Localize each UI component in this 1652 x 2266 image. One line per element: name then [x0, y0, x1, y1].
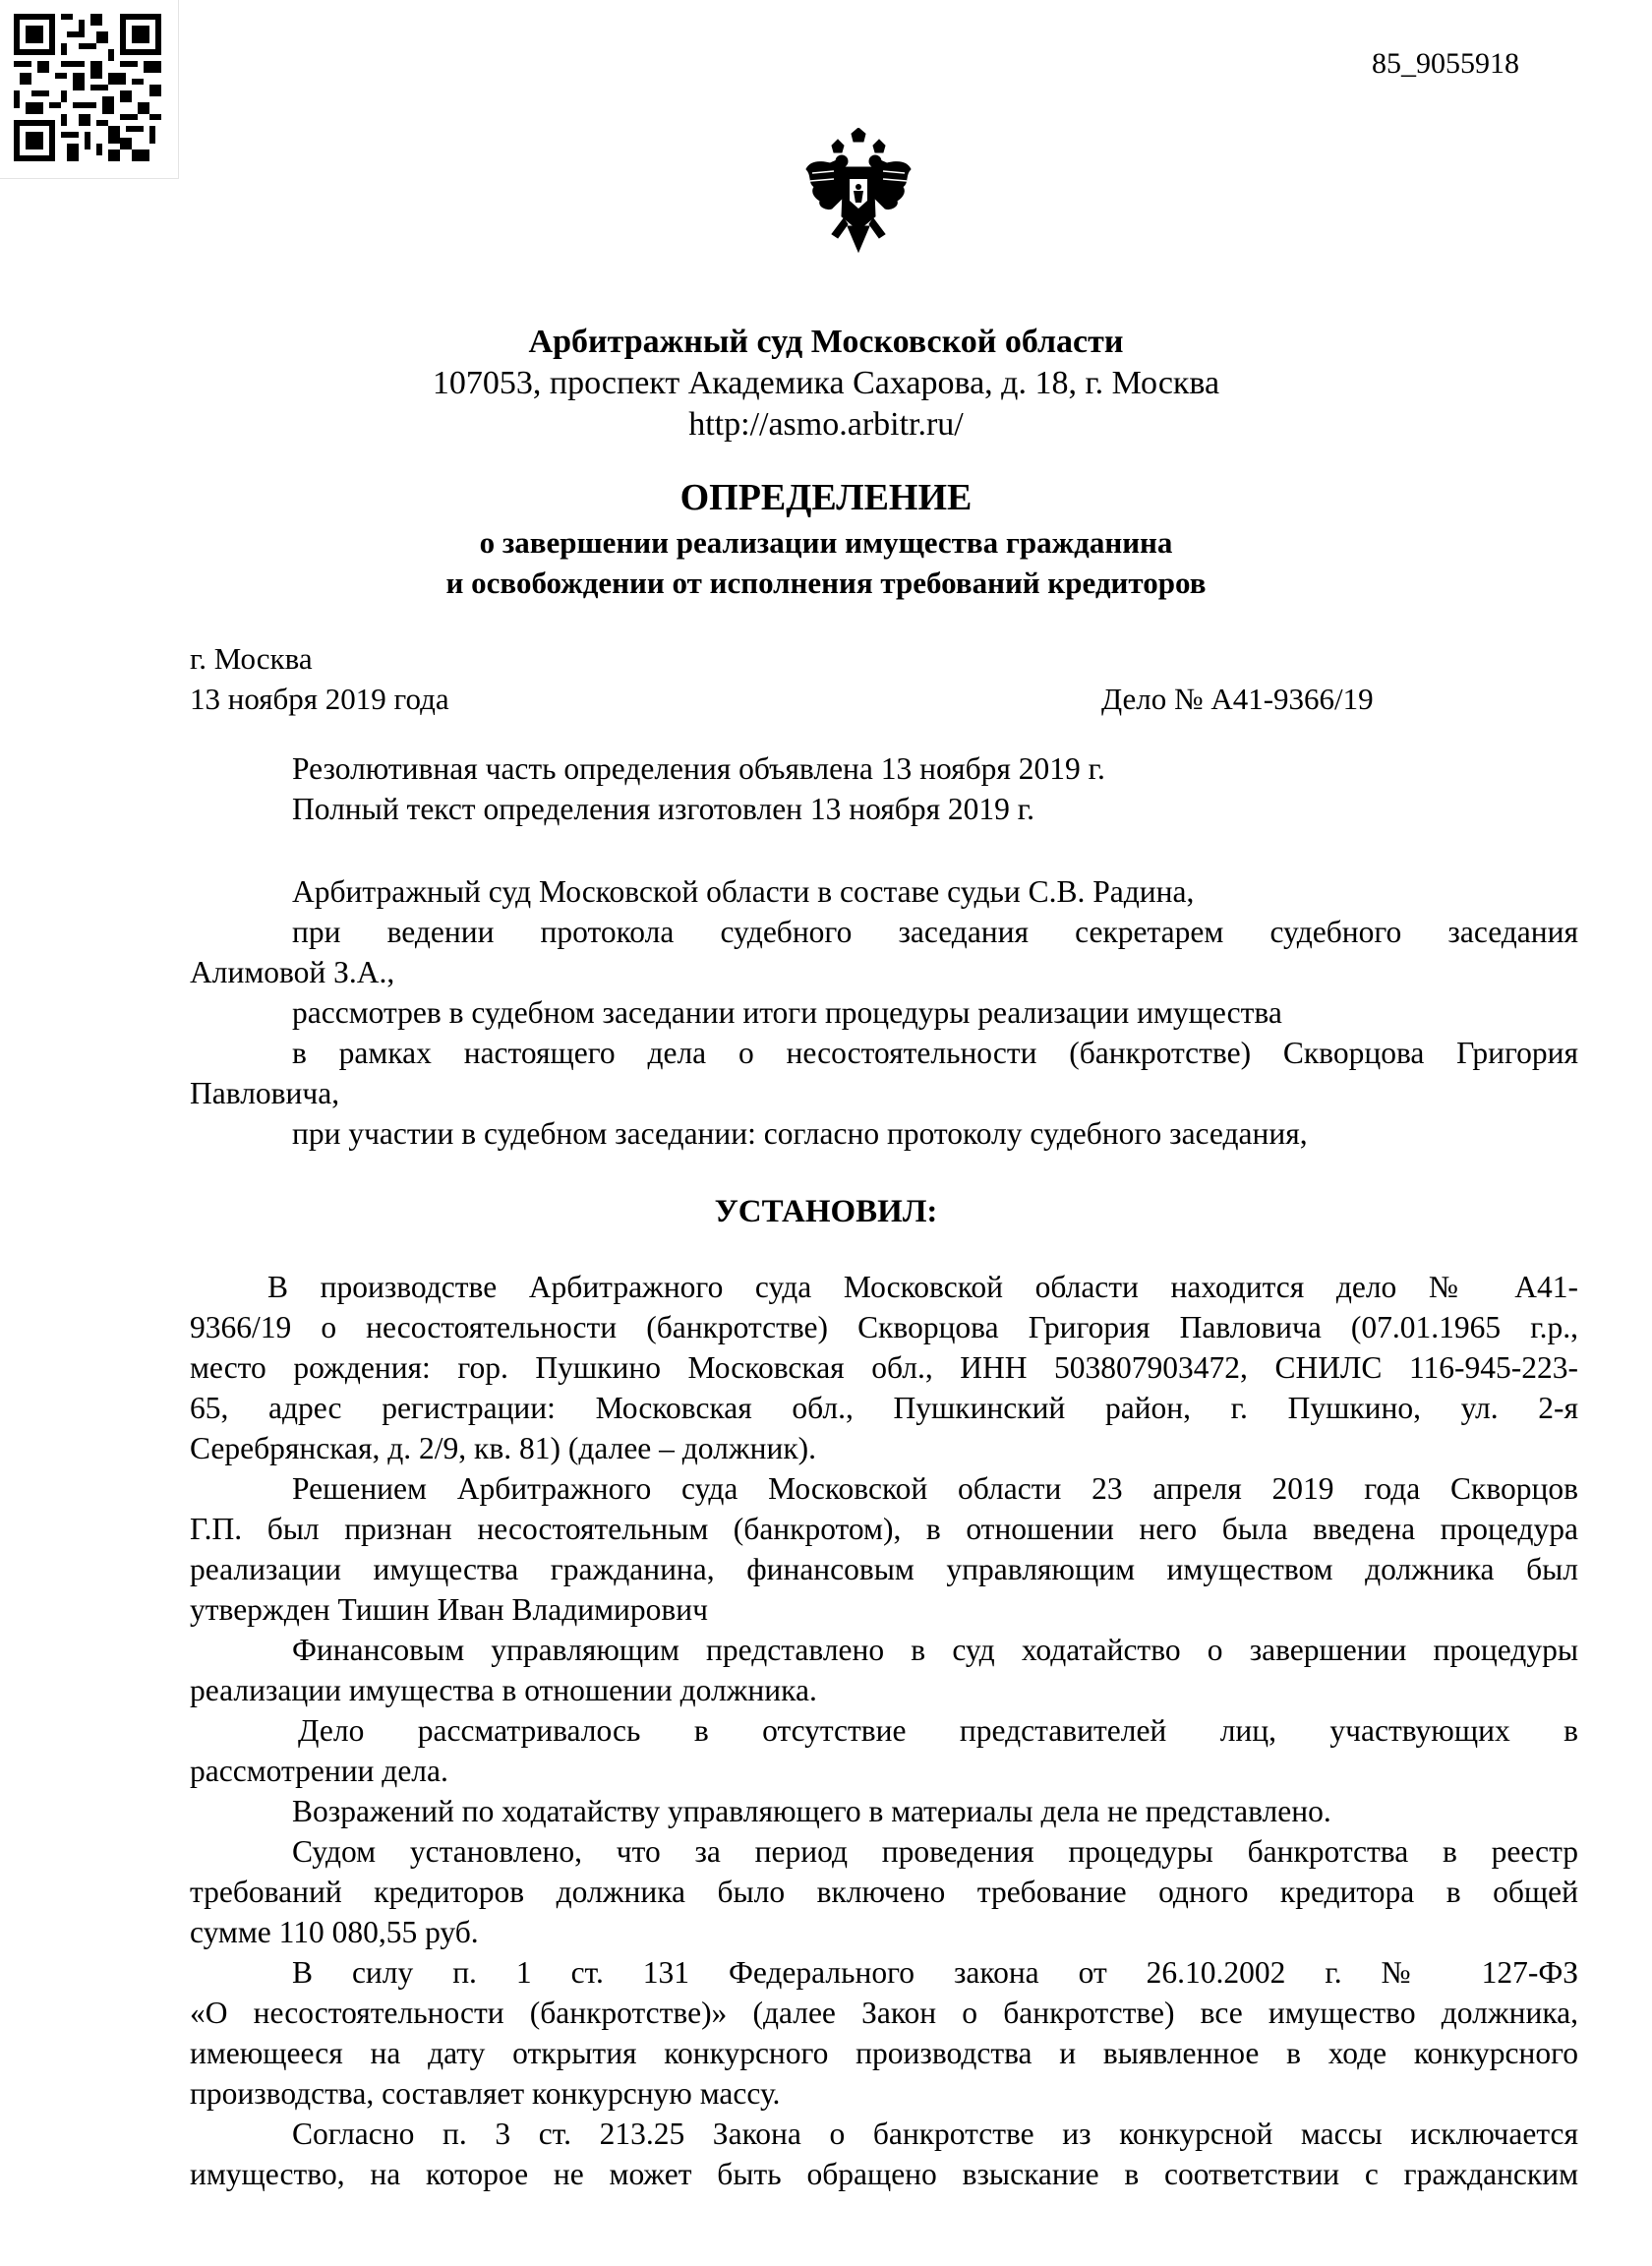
court-address: 107053, проспект Академика Сахарова, д. 18, г. Москва	[432, 365, 1220, 401]
text-line: Возражений по ходатайству управляющего в материалы дела не представлено.	[292, 1794, 1331, 1828]
court-name: Арбитражный суд Московской области	[528, 324, 1124, 360]
text-line: место рождения: гор. Пушкино Московская обл., ИНН 503807903472, СНИЛС 116-945-223-	[190, 1350, 1578, 1385]
decision-date: 13 ноября 2019 года	[190, 682, 449, 716]
text-line: «О несостоятельности (банкротстве)» (далее Закон о банкротстве) все имущество должника,	[190, 1996, 1578, 2030]
text-line: требований кредиторов должника было включено требование одного кредитора в общей	[190, 1875, 1578, 1909]
text-line: имеющееся на дату открытия конкурсного производства и выявленное в ходе конкурсного	[190, 2036, 1578, 2070]
text-line: 65, адрес регистрации: Московская обл., Пушкинский район, г. Пушкино, ул. 2-я	[190, 1391, 1578, 1425]
text-line: рассмотрении дела.	[190, 1754, 448, 1788]
text-line: Решением Арбитражного суда Московской области 23 апреля 2019 года Скворцов	[292, 1471, 1578, 1506]
qr-code-icon	[14, 14, 161, 161]
text-line: при участии в судебном заседании: согласно протоколу судебного заседания,	[292, 1116, 1308, 1151]
text-line: 9366/19 о несостоятельности (банкротстве) Скворцова Григория Павловича (07.01.1965 г.р.,	[190, 1310, 1578, 1344]
text-line: В производстве Арбитражного суда Московской области находится дело № А41-	[267, 1270, 1578, 1304]
text-line: Финансовым управляющим представлено в суд ходатайство о завершении процедуры	[292, 1633, 1578, 1667]
text-line: сумме 110 080,55 руб.	[190, 1915, 479, 1949]
text-line: Судом установлено, что за период проведения процедуры банкротства в реестр	[292, 1834, 1578, 1869]
document-subtitle: и освобождении от исполнения требований кредиторов	[445, 566, 1207, 600]
case-number: Дело № А41-9366/19	[1101, 682, 1374, 716]
section-heading: УСТАНОВИЛ:	[714, 1194, 938, 1229]
coat-of-arms-icon	[804, 128, 913, 266]
document-subtitle: о завершении реализации имущества гражданина	[479, 525, 1173, 560]
text-line: Г.П. был признан несостоятельным (банкротом), в отношении него была введена процедура	[190, 1512, 1578, 1546]
qr-code	[0, 0, 179, 179]
text-line: реализации имущества в отношении должника.	[190, 1673, 817, 1707]
text-line: при ведении протокола судебного заседания секретарем судебного заседания	[292, 915, 1578, 949]
text-line: Согласно п. 3 ст. 213.25 Закона о банкротстве из конкурсной массы исключается	[292, 2117, 1578, 2151]
document-title: ОПРЕДЕЛЕНИЕ	[679, 477, 973, 518]
city: г. Москва	[190, 641, 313, 676]
text-line: Полный текст определения изготовлен 13 ноября 2019 г.	[292, 792, 1035, 826]
text-line: Павловича,	[190, 1076, 340, 1110]
text-line: реализации имущества гражданина, финансовым управляющим имуществом должника был	[190, 1552, 1578, 1586]
text-line: рассмотрев в судебном заседании итоги процедуры реализации имущества	[292, 995, 1282, 1030]
document-id: 85_9055918	[1372, 47, 1519, 80]
text-line: утвержден Тишин Иван Владимирович	[190, 1592, 708, 1627]
text-line: в рамках настоящего дела о несостоятельности (банкротстве) Скворцова Григория	[292, 1036, 1578, 1070]
text-line: Арбитражный суд Московской области в составе судьи С.В. Радина,	[292, 874, 1195, 909]
text-line: Дело рассматривалось в отсутствие представителей лиц, участвующих в	[298, 1713, 1578, 1748]
court-url: http://asmo.arbitr.ru/	[688, 406, 964, 443]
text-line: Резолютивная часть определения объявлена 13 ноября 2019 г.	[292, 751, 1105, 786]
text-line: имущество, на которое не может быть обращено взыскание в соответствии с гражданским	[190, 2157, 1578, 2191]
text-line: производства, составляет конкурсную массу.	[190, 2076, 781, 2111]
text-line: В силу п. 1 ст. 131 Федерального закона от 26.10.2002 г. № 127-ФЗ	[292, 1955, 1578, 1990]
text-line: Алимовой З.А.,	[190, 955, 395, 989]
text-line: Серебрянская, д. 2/9, кв. 81) (далее – должник).	[190, 1431, 817, 1465]
